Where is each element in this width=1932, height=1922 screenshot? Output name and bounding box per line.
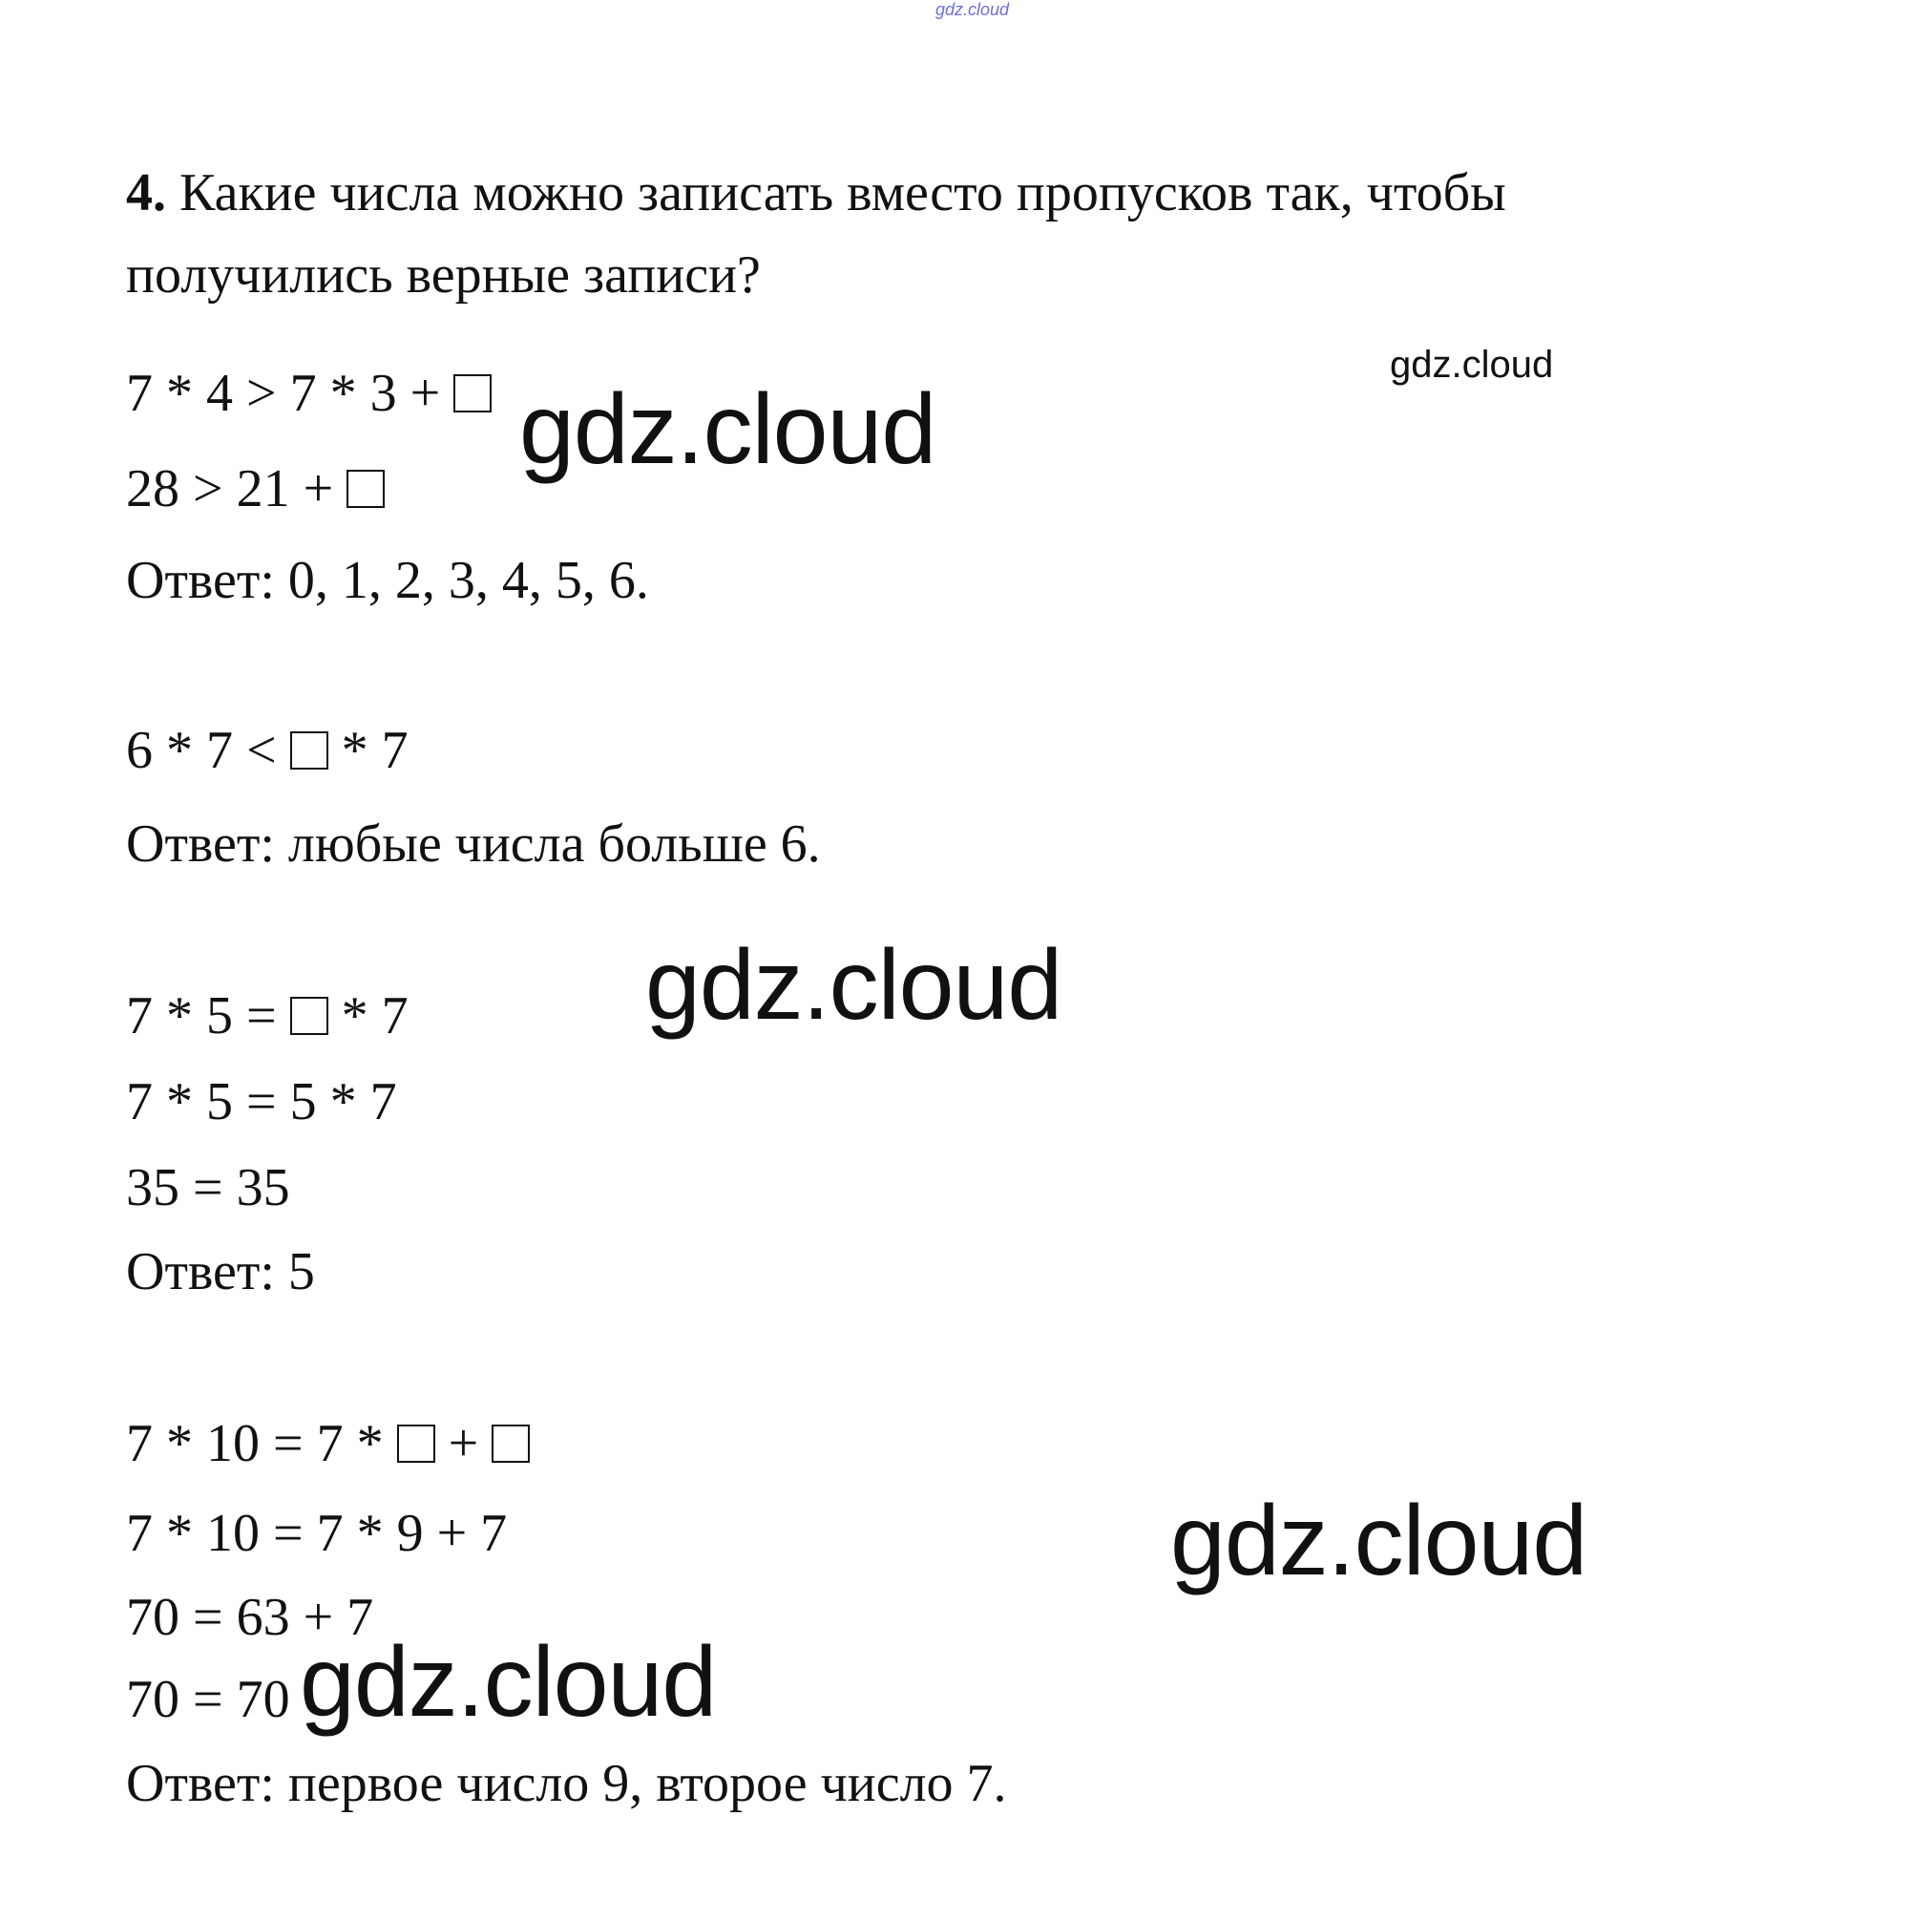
blank-box xyxy=(290,997,328,1035)
task-line-1 xyxy=(126,163,1506,222)
watermark-small: gdz.cloud xyxy=(1390,344,1554,386)
part3-expression-a xyxy=(126,986,409,1045)
part1-expr-b-text: 28 > 21 + xyxy=(126,459,334,518)
header-watermark: gdz.cloud xyxy=(935,0,1010,19)
part2-expr-a-right: * 7 xyxy=(341,721,409,780)
part2-expression-a xyxy=(126,721,409,780)
part4-expression-c: 70 = 63 + 7 xyxy=(126,1588,374,1647)
part4-answer: Ответ: первое число 9, второе число 7. xyxy=(126,1754,1007,1813)
part3-answer: Ответ: 5 xyxy=(126,1242,315,1301)
part1-expression-b xyxy=(126,459,385,518)
part4-expression-b: 7 * 10 = 7 * 9 + 7 xyxy=(126,1504,508,1563)
part1-expression-a xyxy=(126,364,492,423)
part3-expression-c: 35 = 35 xyxy=(126,1158,290,1217)
part3-expr-a-right: * 7 xyxy=(341,986,409,1045)
part4-expression-a xyxy=(126,1414,530,1473)
part1-answer: Ответ: 0, 1, 2, 3, 4, 5, 6. xyxy=(126,551,649,610)
blank-box xyxy=(453,374,492,412)
watermark-large-4: gdz.cloud xyxy=(300,1627,717,1738)
watermark-large-3: gdz.cloud xyxy=(1170,1486,1587,1596)
watermark-large-1: gdz.cloud xyxy=(519,374,936,485)
part4-expr-a-mid: + xyxy=(448,1414,479,1473)
task-line-2: получились верные записи? xyxy=(126,245,761,305)
task-text-1: Какие числа можно записать вместо пропусков так, чтобы xyxy=(179,163,1506,222)
task-number: 4. xyxy=(126,163,166,222)
part2-answer: Ответ: любые числа больше 6. xyxy=(126,814,821,874)
blank-box xyxy=(492,1425,530,1463)
part4-expr-a-left: 7 * 10 = 7 * xyxy=(126,1414,384,1473)
watermark-large-2: gdz.cloud xyxy=(645,930,1062,1041)
part4-expression-d: 70 = 70 xyxy=(126,1670,290,1729)
part1-expr-a-text: 7 * 4 > 7 * 3 + xyxy=(126,364,441,423)
part3-expression-b: 7 * 5 = 5 * 7 xyxy=(126,1072,397,1131)
blank-box xyxy=(346,470,385,508)
blank-box xyxy=(397,1425,435,1463)
part2-expr-a-left: 6 * 7 < xyxy=(126,721,277,780)
part3-expr-a-left: 7 * 5 = xyxy=(126,986,277,1045)
blank-box xyxy=(290,731,328,770)
